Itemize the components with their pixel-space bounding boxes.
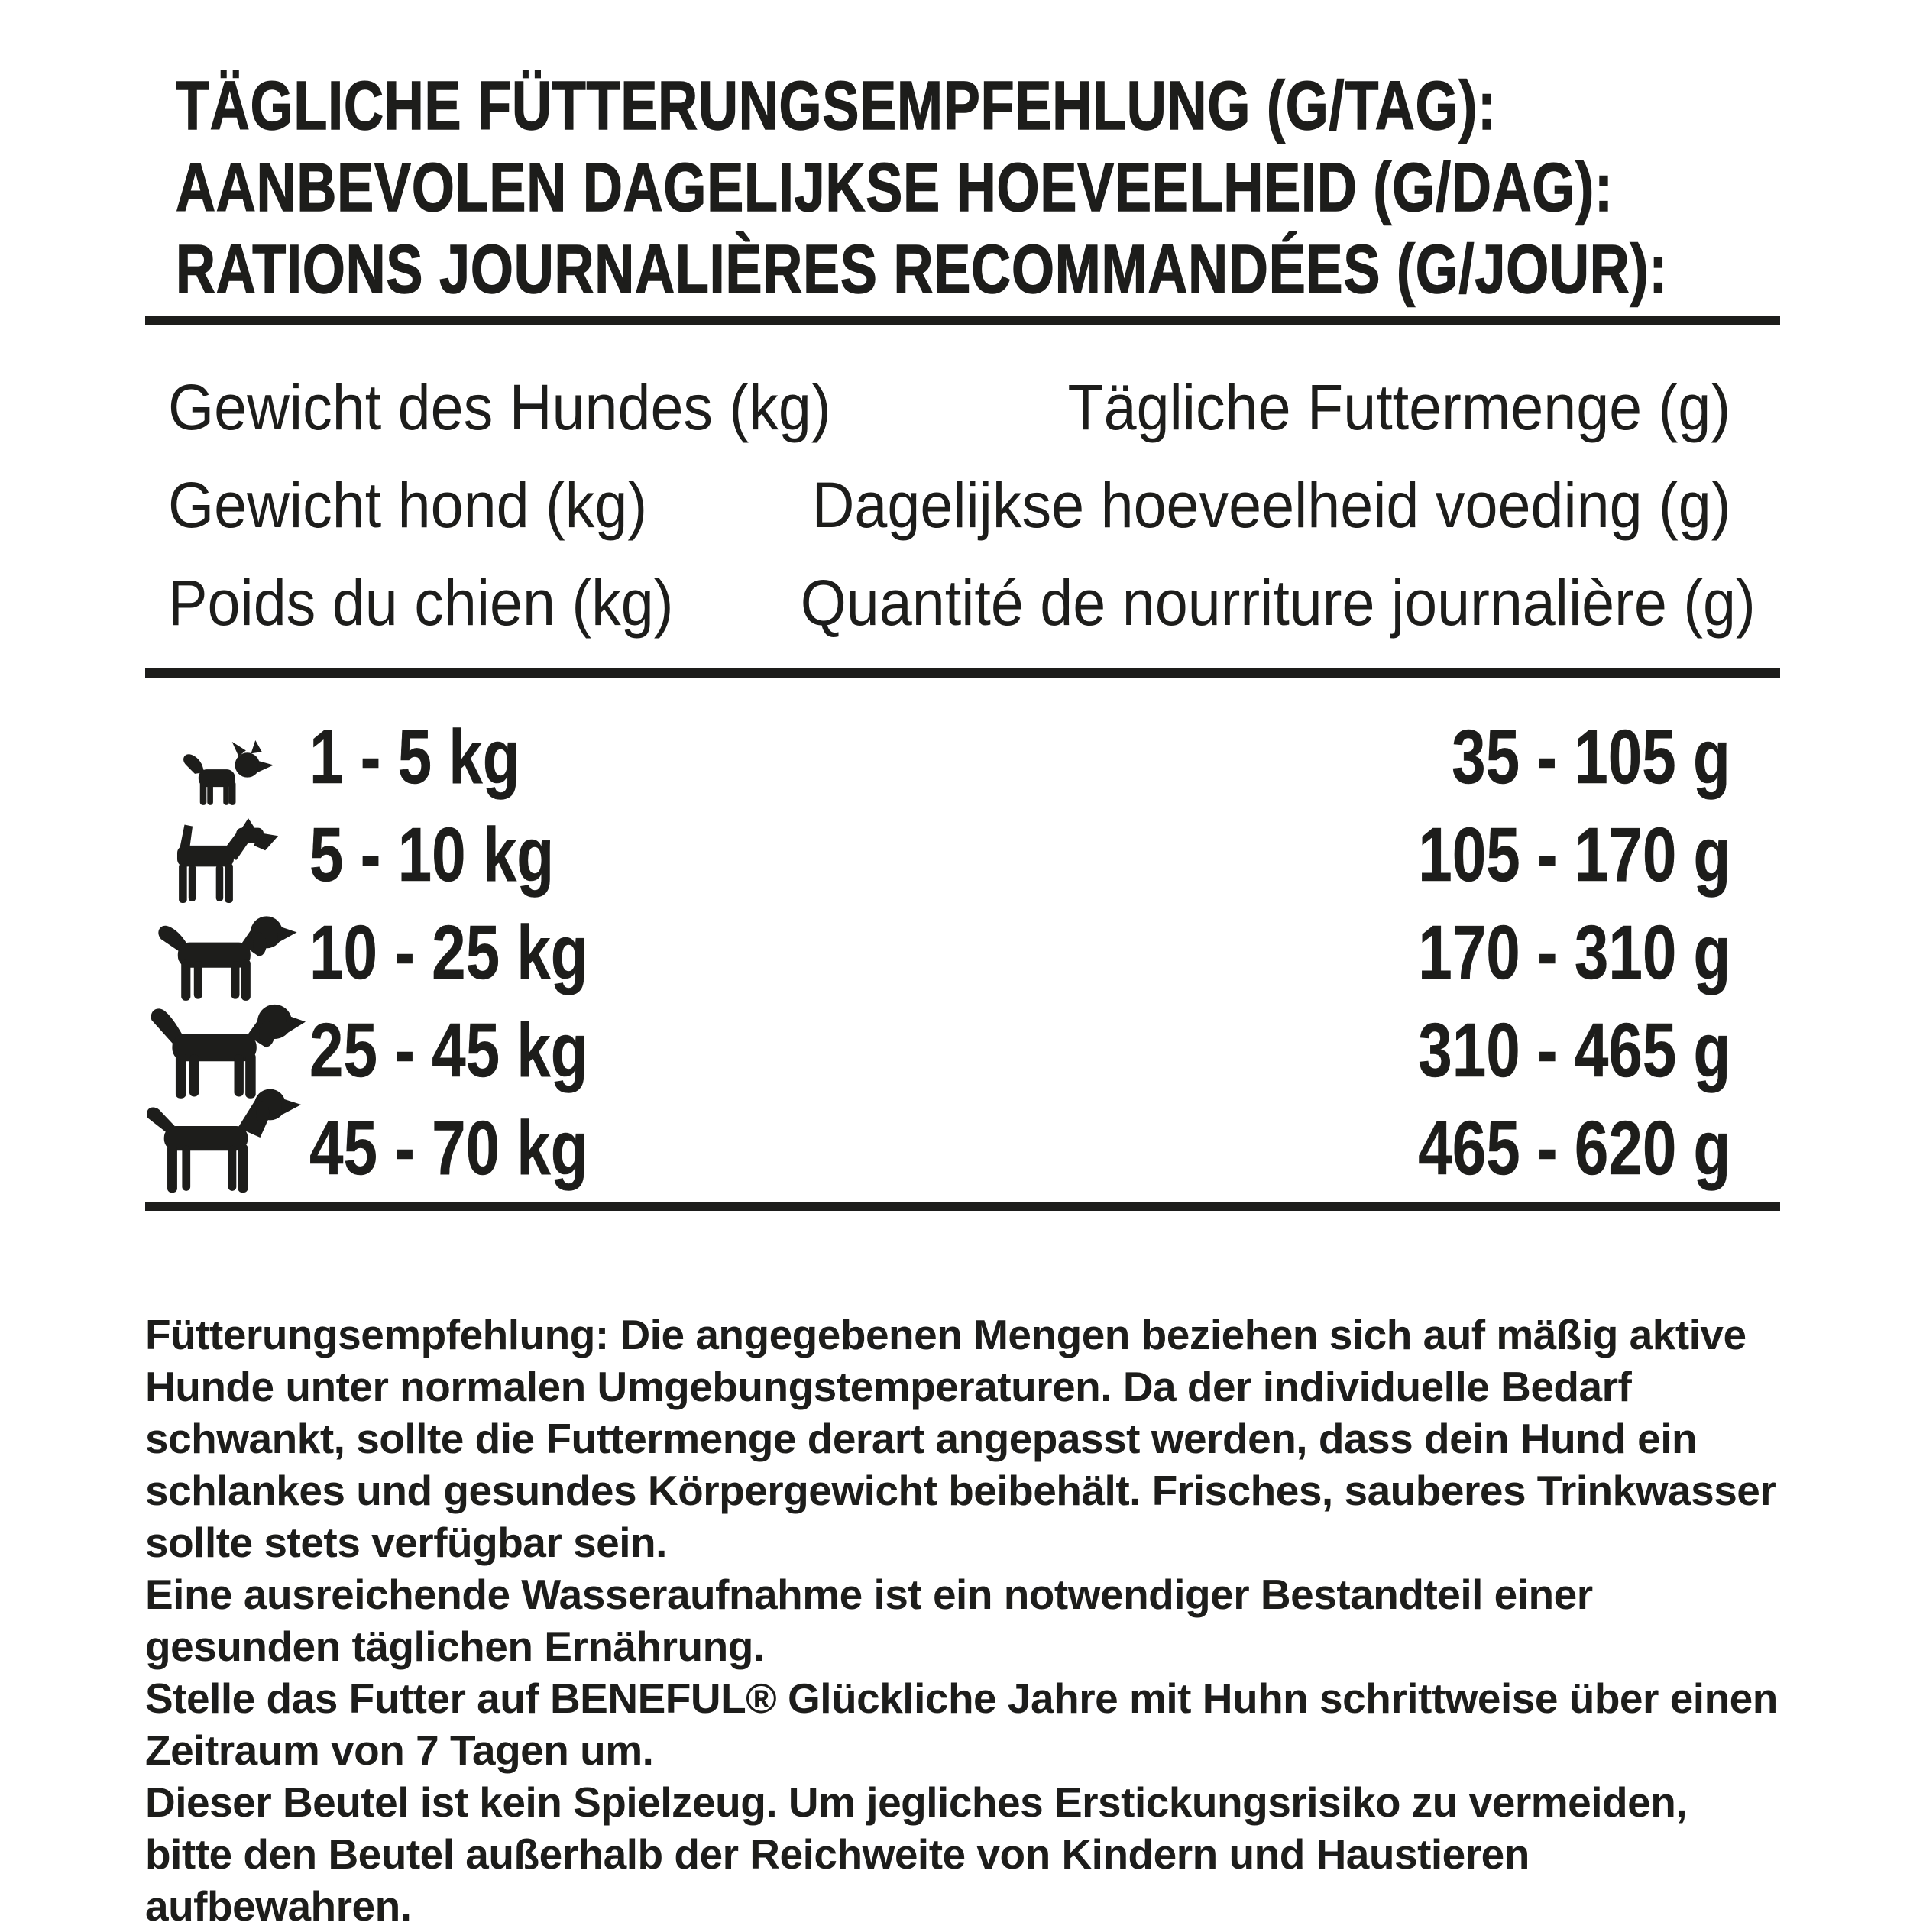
- feeding-notes: [145, 1309, 1780, 1932]
- amount-column-header-fr: Quantité de nourriture journalière (g): [800, 566, 1756, 639]
- table-row: [145, 1099, 1780, 1197]
- dog-size-1-icon: [145, 708, 309, 806]
- divider: [145, 668, 1780, 678]
- divider: [145, 316, 1780, 325]
- header-row-fr: [168, 554, 1780, 652]
- daily-amount: 465 - 620 g: [1417, 1105, 1730, 1191]
- dog-weight-range: 1 - 5 kg: [309, 714, 520, 800]
- weight-column-header-de: Gewicht des Hundes (kg): [168, 371, 831, 443]
- note-water-intake: Eine ausreichende Wasseraufnahme ist ein notwendiger Bestandteil einer gesunden täglichen Ernährung.: [145, 1571, 1593, 1670]
- dog-weight-range: 5 - 10 kg: [309, 811, 555, 898]
- feeding-table: [145, 708, 1780, 1197]
- dog-size-2-icon: [145, 806, 309, 904]
- divider: [145, 1202, 1780, 1211]
- table-row: [145, 1002, 1780, 1099]
- daily-amount: 105 - 170 g: [1417, 811, 1730, 898]
- title-line-de: TÄGLICHE FÜTTERUNGSEMPFEHLUNG (G/TAG):: [176, 68, 1497, 144]
- dog-weight-range: 45 - 70 kg: [309, 1105, 588, 1191]
- dog-weight-range: 10 - 25 kg: [309, 909, 588, 995]
- amount-column-header-de: Tägliche Futtermenge (g): [1067, 371, 1730, 443]
- table-row: [145, 806, 1780, 904]
- note-feeding-recommendation: Fütterungsempfehlung: Die angegebenen Mengen beziehen sich auf mäßig aktive Hunde unter normalen Umgebungstemperaturen. Da der individuelle Bedarf schwankt, sollte die Futtermenge derart angepasst werden, dass dein Hund ein schlankes und gesundes Körpergewicht beibehält. Frisches, sauberes Trinkwasser sollte stets verfügbar sein.: [145, 1311, 1776, 1566]
- column-headers: [168, 358, 1780, 652]
- dog-size-5-icon: [145, 1099, 309, 1197]
- daily-amount: 310 - 465 g: [1417, 1007, 1730, 1093]
- dog-weight-range: 25 - 45 kg: [309, 1007, 588, 1093]
- daily-amount: 35 - 105 g: [1452, 714, 1730, 800]
- dog-size-3-icon: [145, 904, 309, 1002]
- title-line-fr: RATIONS JOURNALIÈRES RECOMMANDÉES (G/JOUR):: [176, 231, 1669, 308]
- note-food-transition: Stelle das Futter auf BENEFUL® Glückliche Jahre mit Huhn schrittweise über einen Zeitraum von 7 Tagen um.: [145, 1675, 1778, 1774]
- header-row-de: [168, 358, 1780, 456]
- table-row: [145, 708, 1780, 806]
- table-row: [145, 904, 1780, 1002]
- page-title: [176, 66, 1780, 311]
- daily-amount: 170 - 310 g: [1417, 909, 1730, 995]
- weight-column-header-fr: Poids du chien (kg): [168, 566, 674, 639]
- note-bag-warning: Dieser Beutel ist kein Spielzeug. Um jegliches Erstickungsrisiko zu vermeiden, bitte den Beutel außerhalb der Reichweite von Kindern und Haustieren aufbewahren.: [145, 1778, 1688, 1930]
- title-line-nl: AANBEVOLEN DAGELIJKSE HOEVEELHEID (G/DAG):: [176, 150, 1614, 226]
- weight-column-header-nl: Gewicht hond (kg): [168, 468, 648, 541]
- amount-column-header-nl: Dagelijkse hoeveelheid voeding (g): [811, 468, 1730, 541]
- header-row-nl: [168, 456, 1780, 554]
